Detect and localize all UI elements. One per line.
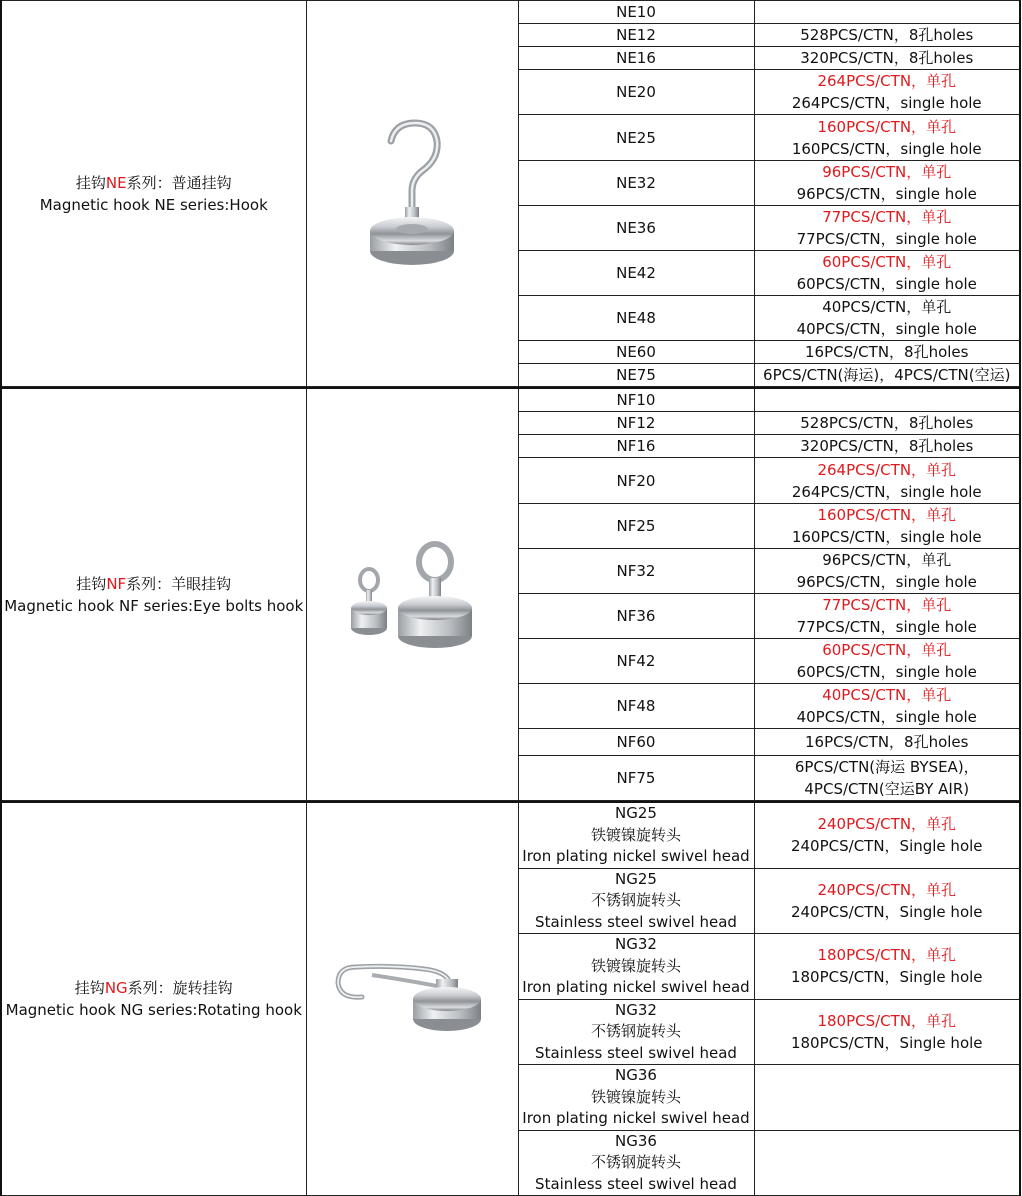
- nf-series-title: 挂钩NF系列：羊眼挂钩 Magnetic hook NF series:Eye bolts hook: [1, 388, 306, 801]
- packing-cell: 60PCS/CTN，单孔 60PCS/CTN，single hole: [754, 251, 1020, 296]
- model-cell: NF12: [518, 412, 754, 435]
- model-cell: NF42: [518, 639, 754, 684]
- model-cell: NG32 铁镀镍旋转头 Iron plating nickel swivel head: [518, 934, 754, 1000]
- packing-cell: 180PCS/CTN，单孔 180PCS/CTN，Single hole: [754, 999, 1020, 1065]
- packing-cell: 320PCS/CTN，8孔holes: [754, 435, 1020, 458]
- swivel-hook-photo: [306, 802, 518, 1196]
- packing-cell: 40PCS/CTN，单孔 40PCS/CTN，single hole: [754, 296, 1020, 341]
- packing-cell: 77PCS/CTN，单孔 77PCS/CTN，single hole: [754, 594, 1020, 639]
- packing-cell: 6PCS/CTN(海运 BYSEA)， 4PCS/CTN(空运BY AIR): [754, 756, 1020, 801]
- nf-series-table: [0, 387, 1021, 801]
- packing-cell: 60PCS/CTN，单孔 60PCS/CTN，single hole: [754, 639, 1020, 684]
- model-cell: NE60: [518, 341, 754, 364]
- model-cell: NG32 不锈钢旋转头 Stainless steel swivel head: [518, 999, 754, 1065]
- model-cell: NF25: [518, 504, 754, 549]
- model-cell: NG36 不锈钢旋转头 Stainless steel swivel head: [518, 1130, 754, 1196]
- model-cell: NE42: [518, 251, 754, 296]
- model-cell: NE48: [518, 296, 754, 341]
- packing-cell: [754, 1065, 1020, 1131]
- packing-cell: 240PCS/CTN，单孔 240PCS/CTN，Single hole: [754, 802, 1020, 868]
- packing-cell: 528PCS/CTN，8孔holes: [754, 24, 1020, 47]
- model-cell: NE16: [518, 47, 754, 70]
- packing-cell: 96PCS/CTN，单孔 96PCS/CTN，single hole: [754, 549, 1020, 594]
- model-cell: NF32: [518, 549, 754, 594]
- model-cell: NG36 铁镀镍旋转头 Iron plating nickel swivel head: [518, 1065, 754, 1131]
- model-cell: NF10: [518, 388, 754, 412]
- model-cell: NF48: [518, 684, 754, 729]
- packing-cell: 320PCS/CTN，8孔holes: [754, 47, 1020, 70]
- model-cell: NF20: [518, 458, 754, 504]
- model-cell: NG25 铁镀镍旋转头 Iron plating nickel swivel head: [518, 802, 754, 868]
- packing-cell: 160PCS/CTN，单孔 160PCS/CTN，single hole: [754, 504, 1020, 549]
- model-cell: NF60: [518, 729, 754, 756]
- packing-cell: 160PCS/CTN，单孔 160PCS/CTN，single hole: [754, 115, 1020, 161]
- packing-cell: [754, 388, 1020, 412]
- packing-cell: 264PCS/CTN，单孔 264PCS/CTN，single hole: [754, 458, 1020, 504]
- packing-cell: 16PCS/CTN，8孔holes: [754, 341, 1020, 364]
- model-cell: NF75: [518, 756, 754, 801]
- packing-cell: 528PCS/CTN，8孔holes: [754, 412, 1020, 435]
- ng-series-table: [0, 801, 1021, 1196]
- model-cell: NE32: [518, 161, 754, 206]
- packing-cell: 240PCS/CTN，单孔 240PCS/CTN，Single hole: [754, 868, 1020, 934]
- magnetic-hook-photo: [306, 1, 518, 387]
- model-cell: NE75: [518, 364, 754, 387]
- packing-cell: 96PCS/CTN，单孔 96PCS/CTN，single hole: [754, 161, 1020, 206]
- packing-cell: 180PCS/CTN，单孔 180PCS/CTN，Single hole: [754, 934, 1020, 1000]
- ne-series-table: [0, 0, 1021, 387]
- model-cell: NE20: [518, 70, 754, 115]
- model-cell: NF16: [518, 435, 754, 458]
- packing-cell: 16PCS/CTN，8孔holes: [754, 729, 1020, 756]
- packing-cell: [754, 1130, 1020, 1196]
- packing-cell: 40PCS/CTN，单孔 40PCS/CTN，single hole: [754, 684, 1020, 729]
- model-cell: NE10: [518, 1, 754, 24]
- packing-cell: 6PCS/CTN(海运)，4PCS/CTN(空运): [754, 364, 1020, 387]
- model-cell: NG25 不锈钢旋转头 Stainless steel swivel head: [518, 868, 754, 934]
- model-cell: NF36: [518, 594, 754, 639]
- packing-cell: [754, 1, 1020, 24]
- ne-series-title: 挂钩NE系列：普通挂钩 Magnetic hook NE series:Hook: [1, 1, 306, 387]
- model-cell: NE36: [518, 206, 754, 251]
- ng-series-title: 挂钩NG系列：旋转挂钩 Magnetic hook NG series:Rotating hook: [1, 802, 306, 1196]
- packing-cell: 264PCS/CTN，单孔 264PCS/CTN，single hole: [754, 70, 1020, 115]
- model-cell: NE12: [518, 24, 754, 47]
- packing-cell: 77PCS/CTN，单孔 77PCS/CTN，single hole: [754, 206, 1020, 251]
- model-cell: NE25: [518, 115, 754, 161]
- eye-bolt-hook-photo: [306, 388, 518, 801]
